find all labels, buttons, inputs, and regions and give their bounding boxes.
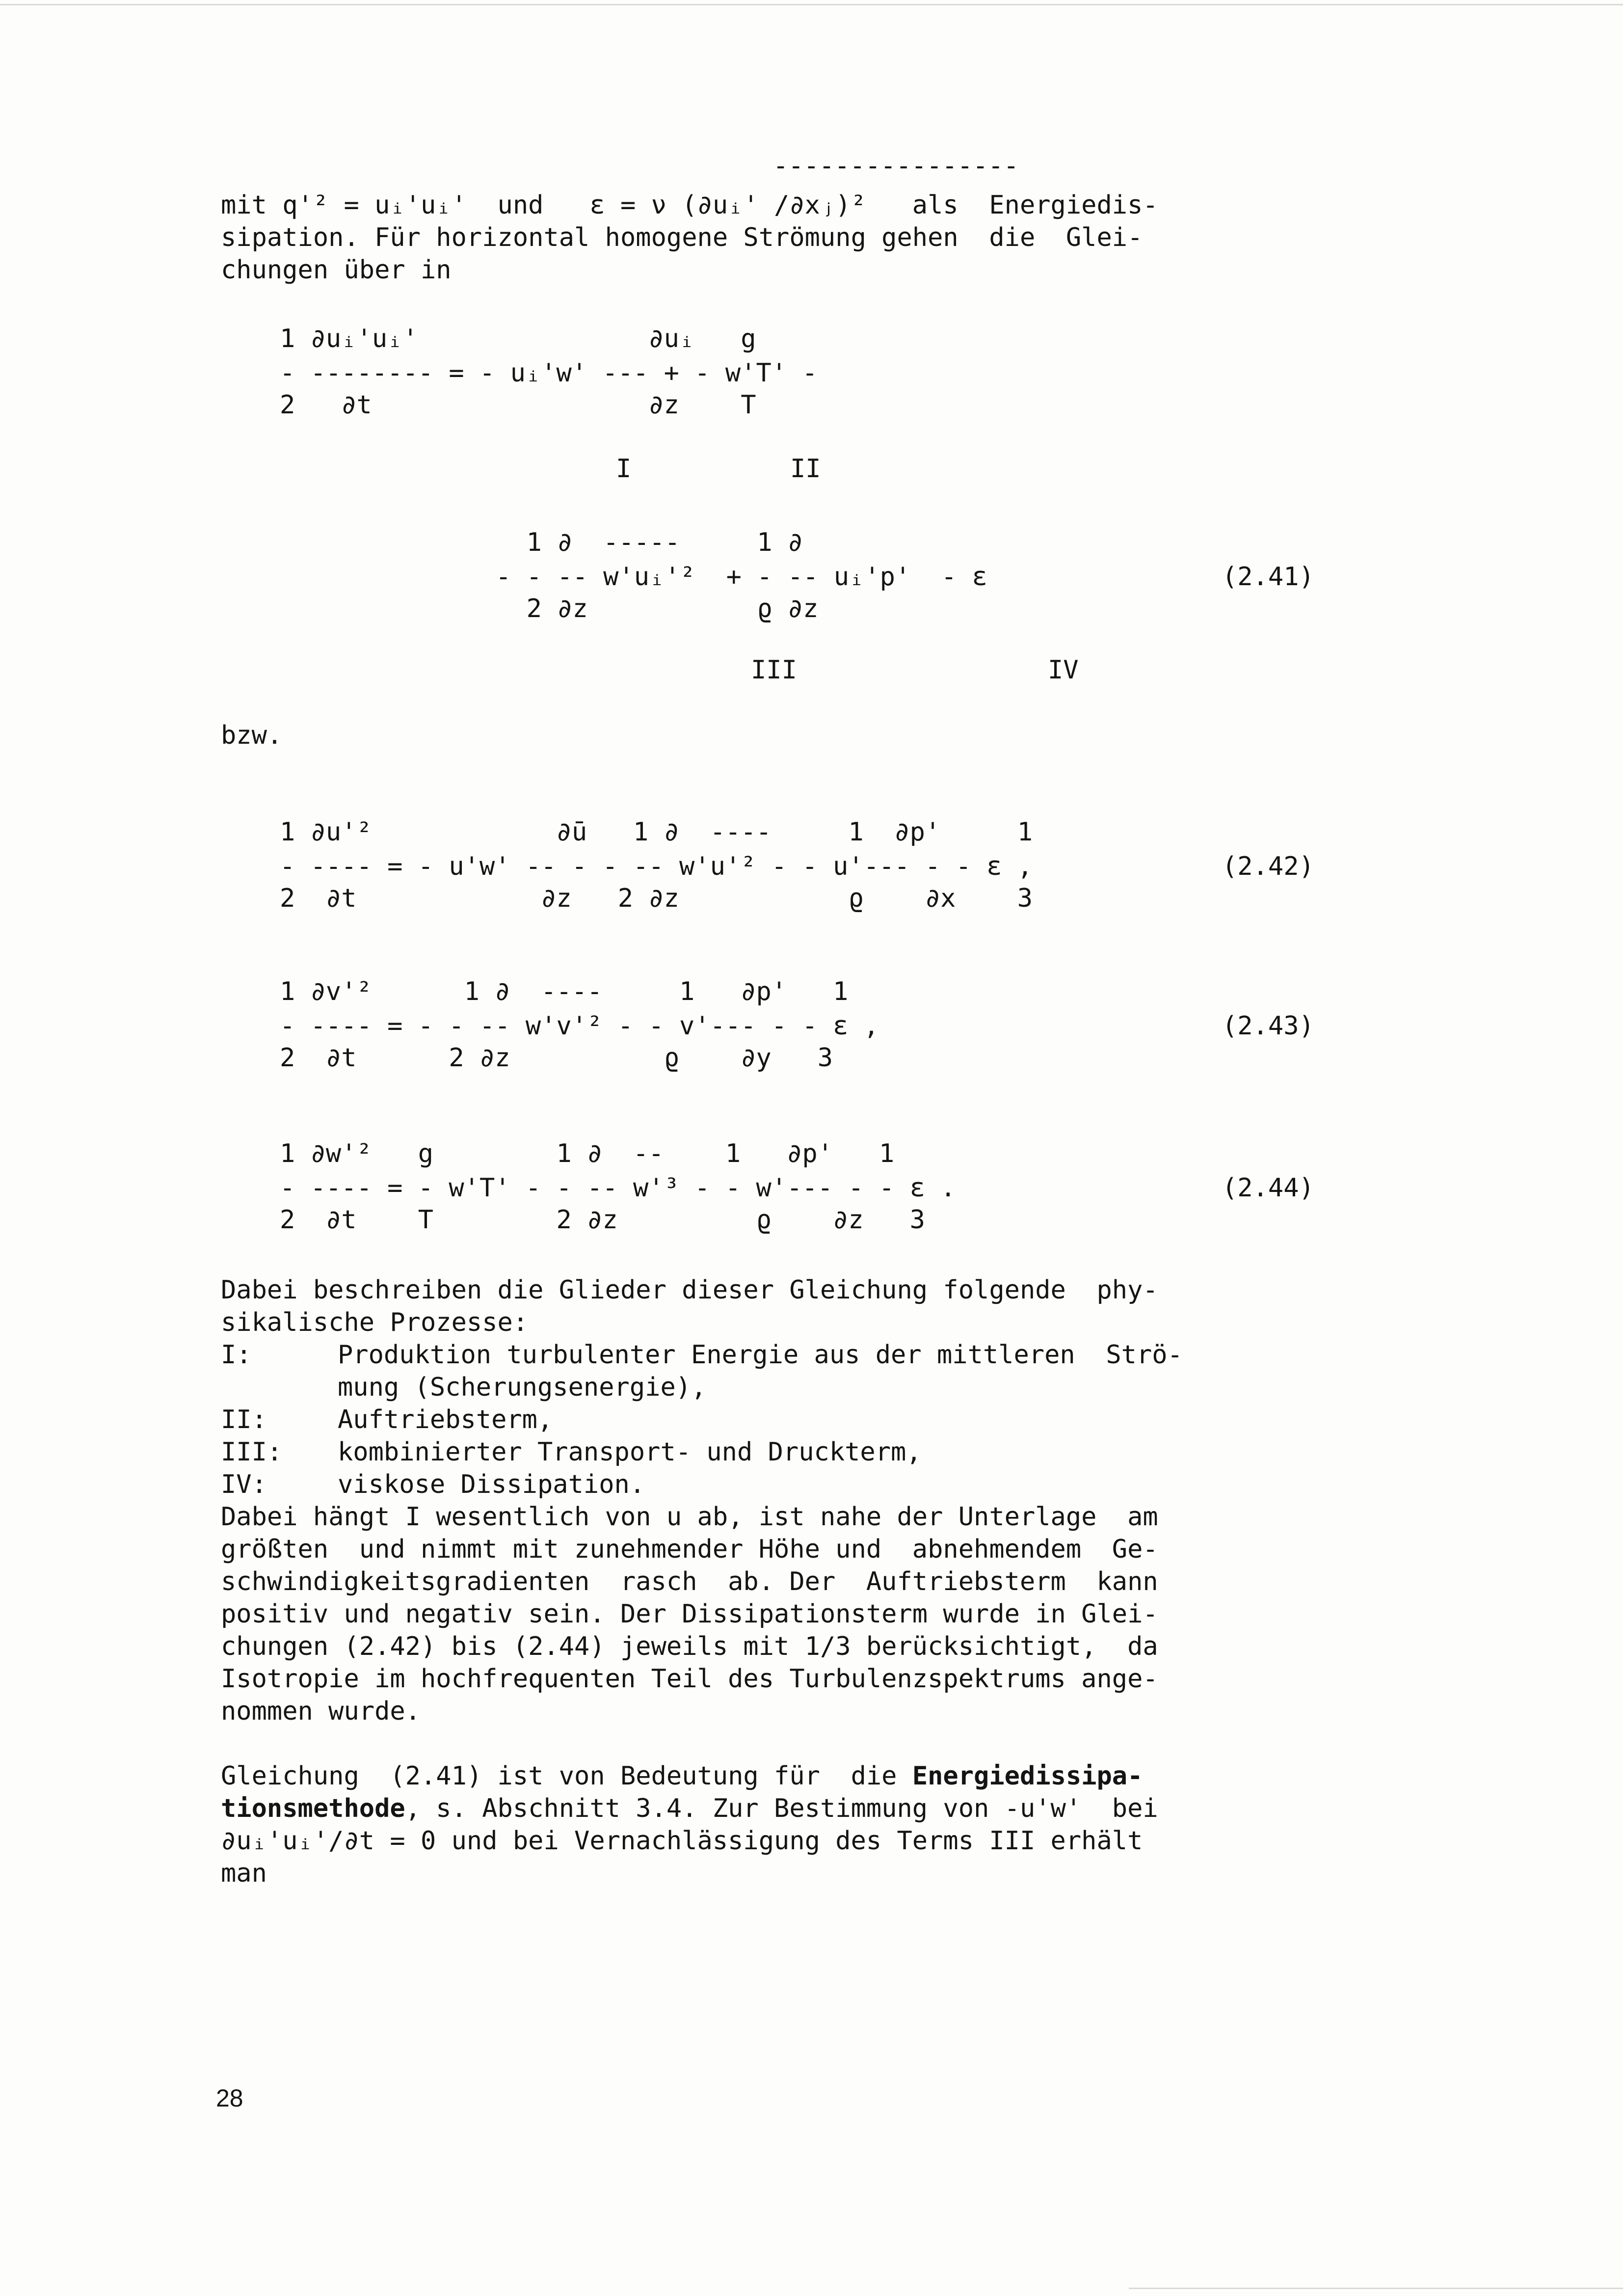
bzw-label: bzw. bbox=[221, 721, 283, 750]
equation-number-2-41: (2.41) bbox=[1222, 562, 1314, 592]
eq241-row2-bot: 2 ∂z ϱ ∂z bbox=[496, 594, 819, 623]
eq242-mid: - ---- = - u'w' -- - - -- w'u'² - - u'--- - - ε , bbox=[280, 852, 1033, 881]
eq241-row1-top: 1 ∂uᵢ'uᵢ' ∂uᵢ g bbox=[280, 324, 756, 353]
eq243-mid: - ---- = - - -- w'v'² - - v'--- - - ε , bbox=[280, 1011, 879, 1041]
term-label-I: I bbox=[616, 454, 632, 484]
eq243-top: 1 ∂v'² 1 ∂ ---- 1 ∂p' 1 bbox=[280, 977, 849, 1006]
equation-number-2-44: (2.44) bbox=[1222, 1173, 1314, 1203]
term-key-I: I: bbox=[221, 1340, 252, 1370]
equation-number-2-42: (2.42) bbox=[1222, 852, 1314, 881]
scan-edge-bottom bbox=[1129, 2288, 1623, 2289]
closing-line-1-text: Gleichung (2.41) ist von Bedeutung für die bbox=[221, 1761, 912, 1791]
term-key-IV: IV: bbox=[221, 1470, 267, 1499]
intro-line-1: mit q'² = uᵢ'uᵢ' und ε = ν (∂uᵢ' /∂xⱼ)² als Energiedis- bbox=[221, 190, 1158, 220]
eq243-bot: 2 ∂t 2 ∂z ϱ ∂y 3 bbox=[280, 1043, 833, 1073]
explanation-intro-1: Dabei beschreiben die Glieder dieser Gleichung folgende phy- bbox=[221, 1275, 1158, 1305]
body-line-5: chungen (2.42) bis (2.44) jeweils mit 1/3 berücksichtigt, da bbox=[221, 1632, 1158, 1661]
equation-number-2-43: (2.43) bbox=[1222, 1011, 1314, 1041]
page-number: 28 bbox=[216, 2084, 243, 2112]
closing-line-2-text: , s. Abschnitt 3.4. Zur Bestimmung von -u'w' bei bbox=[405, 1794, 1158, 1823]
eq241-row1-bot: 2 ∂t ∂z T bbox=[280, 390, 756, 420]
closing-line-3: ∂uᵢ'uᵢ'/∂t = 0 und bei Vernachlässigung des Terms III erhält bbox=[221, 1826, 1143, 1856]
body-line-3: schwindigkeitsgradienten rasch ab. Der Auftriebsterm kann bbox=[221, 1567, 1158, 1596]
term-label-II: II bbox=[790, 454, 821, 484]
intro-line-2: sipation. Für horizontal homogene Strömung gehen die Glei- bbox=[221, 223, 1143, 252]
body-line-1: Dabei hängt I wesentlich von u ab, ist nahe der Unterlage am bbox=[221, 1502, 1158, 1532]
term-desc-II: Auftriebsterm, bbox=[338, 1405, 553, 1434]
eq241-row2-top: 1 ∂ ----- 1 ∂ bbox=[496, 528, 803, 557]
term-desc-I-line2: mung (Scherungsenergie), bbox=[338, 1373, 707, 1402]
body-line-7: nommen wurde. bbox=[221, 1697, 421, 1726]
term-label-III: III bbox=[751, 655, 797, 685]
epsilon-overbar: ---------------- bbox=[773, 151, 1019, 181]
term-desc-I-line1: Produktion turbulenter Energie aus der mittleren Strö- bbox=[338, 1340, 1183, 1370]
energy-dissipation-method-term-part1: Energiedissipa- bbox=[912, 1761, 1143, 1791]
term-desc-III: kombinierter Transport- und Druckterm, bbox=[338, 1437, 922, 1467]
term-key-II: II: bbox=[221, 1405, 267, 1434]
eq244-top: 1 ∂w'² g 1 ∂ -- 1 ∂p' 1 bbox=[280, 1139, 895, 1168]
scan-edge-top bbox=[0, 4, 1623, 5]
eq241-row1-mid: - -------- = - uᵢ'w' --- + - w'T' - bbox=[280, 358, 818, 388]
body-line-6: Isotropie im hochfrequenten Teil des Turbulenzspektrums ange- bbox=[221, 1664, 1158, 1694]
eq242-bot: 2 ∂t ∂z 2 ∂z ϱ ∂x 3 bbox=[280, 884, 1033, 913]
closing-line-2 bbox=[221, 1792, 1158, 1825]
closing-line-4: man bbox=[221, 1859, 267, 1888]
closing-line-1 bbox=[221, 1760, 1143, 1792]
body-line-4: positiv und negativ sein. Der Dissipationsterm wurde in Glei- bbox=[221, 1599, 1158, 1629]
eq244-mid: - ---- = - w'T' - - -- w'³ - - w'--- - - ε . bbox=[280, 1173, 956, 1203]
eq242-top: 1 ∂u'² ∂ū 1 ∂ ---- 1 ∂p' 1 bbox=[280, 817, 1033, 847]
eq241-row2-mid: - - -- w'uᵢ'² + - -- uᵢ'p' - ε bbox=[496, 562, 987, 592]
term-key-III: III: bbox=[221, 1437, 283, 1467]
term-desc-IV: viskose Dissipation. bbox=[338, 1470, 645, 1499]
explanation-intro-2: sikalische Prozesse: bbox=[221, 1308, 529, 1337]
energy-dissipation-method-term-part2: tionsmethode bbox=[221, 1794, 405, 1823]
intro-line-3: chungen über in bbox=[221, 255, 452, 285]
body-line-2: größten und nimmt mit zunehmender Höhe und abnehmendem Ge- bbox=[221, 1535, 1158, 1564]
term-label-IV: IV bbox=[1048, 655, 1079, 685]
eq244-bot: 2 ∂t T 2 ∂z ϱ ∂z 3 bbox=[280, 1205, 925, 1235]
